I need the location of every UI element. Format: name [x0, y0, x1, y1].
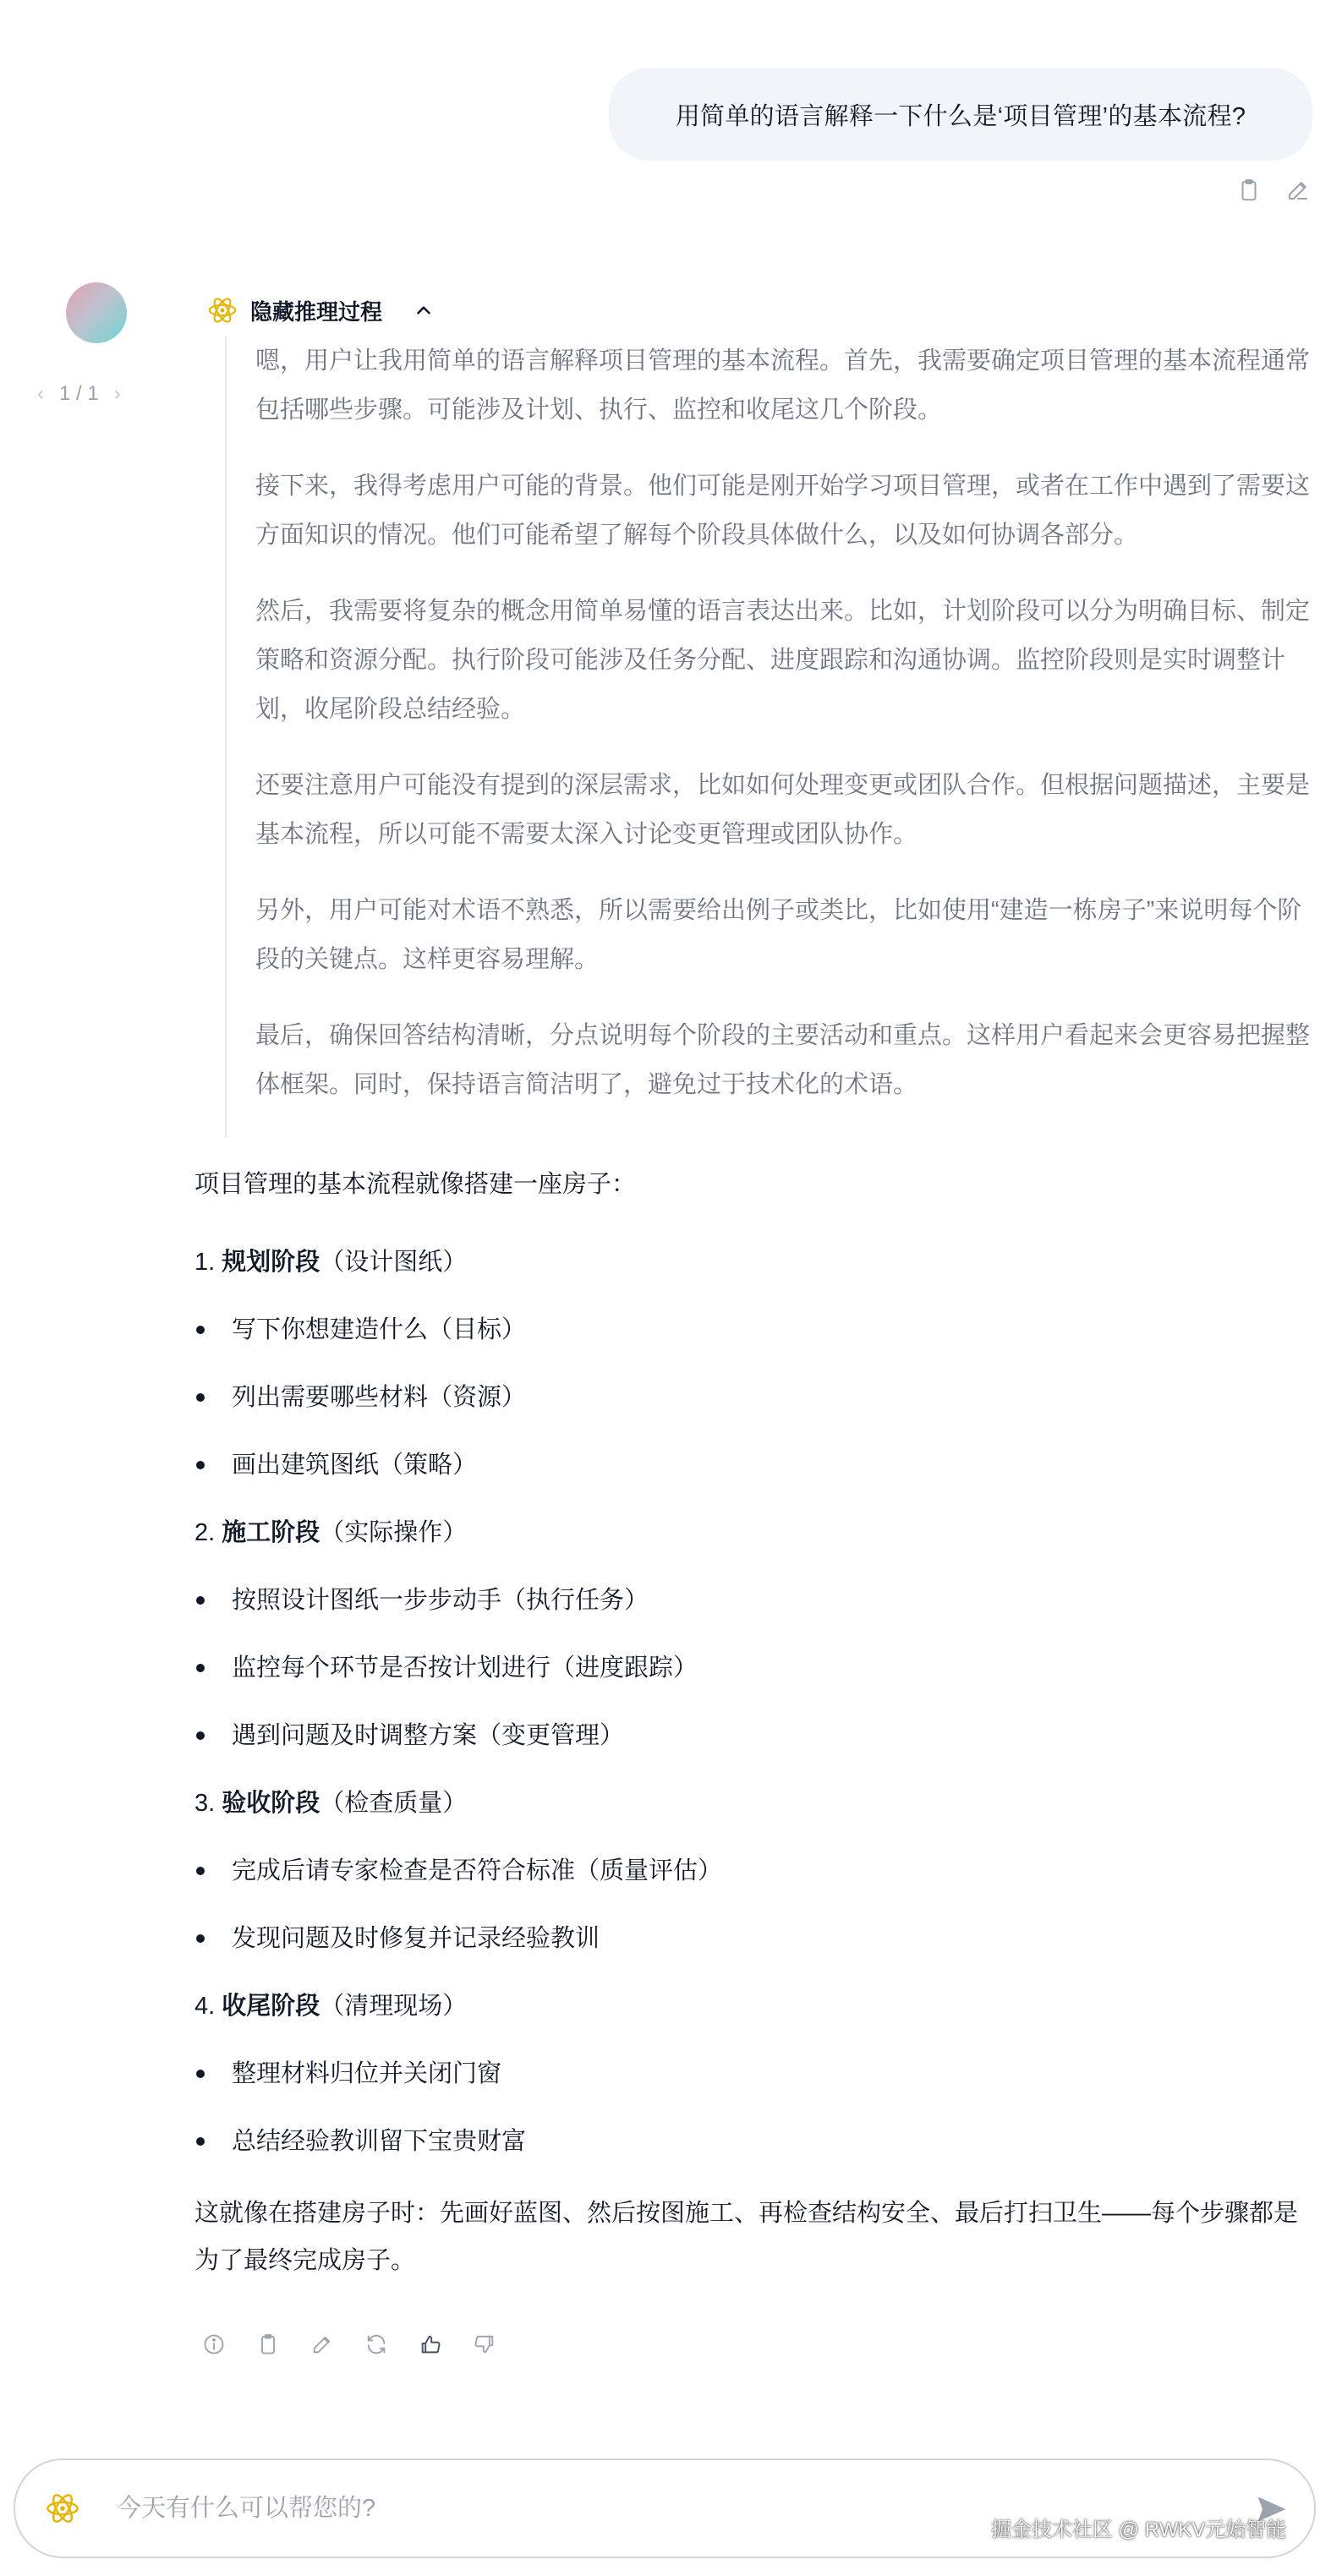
assistant-avatar: [66, 282, 127, 343]
section-note: （清理现场）: [320, 1993, 468, 2020]
edit-icon[interactable]: [1284, 176, 1312, 205]
reasoning-paragraph: 最后，确保回答结构清晰，分点说明每个阶段的主要活动和重点。这样用户看起来会更容易把握整体框架。同时，保持语言简洁明了，避免过于技术化的术语。: [255, 1022, 1311, 1098]
clipboard-icon[interactable]: [1235, 176, 1263, 205]
reasoning-paragraph: 另外，用户可能对术语不熟悉，所以需要给出例子或类比，比如使用“建造一栋房子”来说明每个阶段的关键点。这样更容易理解。: [255, 897, 1302, 973]
info-icon[interactable]: [200, 2330, 228, 2359]
user-message-actions: [1235, 176, 1312, 205]
edit-icon[interactable]: [308, 2330, 337, 2359]
thumbs-down-icon[interactable]: [470, 2330, 499, 2359]
atom-icon: [206, 294, 238, 326]
reasoning-toggle[interactable]: [206, 294, 435, 326]
reasoning-content: [225, 336, 1312, 1138]
user-message-bubble: [609, 68, 1312, 161]
section-heading: [194, 1987, 467, 2021]
section-heading: [194, 1243, 467, 1277]
thumbs-up-icon[interactable]: [416, 2330, 445, 2359]
answer-intro: 项目管理的基本流程就像搭建一座房子：: [194, 1171, 637, 1198]
section-title: 验收阶段: [222, 1790, 320, 1817]
watermark: 掘金技术社区 @ RWKV元始智能: [991, 2519, 1287, 2541]
reasoning-paragraph: 接下来，我得考虑用户可能的背景。他们可能是刚开始学习项目管理，或者在工作中遇到了需要这方面知识的情况。他们可能希望了解每个阶段具体做什么，以及如何协调各部分。: [255, 473, 1311, 549]
pager-count: 1 / 1: [59, 382, 99, 405]
chevron-up-icon[interactable]: [394, 299, 435, 321]
section-number: 3.: [194, 1790, 216, 1817]
section-number: 2.: [194, 1519, 216, 1546]
atom-icon: [44, 2490, 81, 2527]
section-note: （设计图纸）: [320, 1249, 468, 1276]
clipboard-icon[interactable]: [254, 2330, 282, 2359]
chevron-left-icon[interactable]: ‹: [37, 382, 44, 405]
answer-actions: [200, 2330, 499, 2359]
section-title: 施工阶段: [222, 1519, 320, 1546]
section-note: （实际操作）: [320, 1519, 468, 1546]
refresh-icon[interactable]: [362, 2330, 391, 2359]
chevron-right-icon[interactable]: ›: [113, 382, 121, 405]
reasoning-paragraph: 还要注意用户可能没有提到的深层需求，比如如何处理变更或团队合作。但根据问题描述，主要是基本流程，所以可能不需要太深入讨论变更管理或团队协作。: [255, 772, 1311, 848]
section-heading: [194, 1513, 467, 1548]
section-number: 4.: [194, 1993, 216, 2020]
response-pager: [37, 382, 121, 406]
reasoning-paragraph: 嗯，用户让我用简单的语言解释项目管理的基本流程。首先，我需要确定项目管理的基本流程通常包括哪些步骤。可能涉及计划、执行、监控和收尾这几个阶段。: [255, 347, 1311, 424]
user-message-text: 用简单的语言解释一下什么是‘项目管理’的基本流程?: [675, 102, 1246, 130]
reasoning-paragraph: 然后，我需要将复杂的概念用简单易懂的语言表达出来。比如，计划阶段可以分为明确目标、制定策略和资源分配。执行阶段可能涉及任务分配、进度跟踪和沟通协调。监控阶段则是实时调整计划，收尾阶段总结经验。: [255, 598, 1311, 723]
chat-input-bar: [14, 2458, 1316, 2558]
section-heading: [194, 1784, 467, 1819]
section-number: 1.: [194, 1249, 216, 1276]
reasoning-toggle-label: 隐藏推理过程: [250, 298, 383, 325]
answer-closing: 这就像在搭建房子时：先画好蓝图、然后按图施工、再检查结构安全、最后打扫卫生——每个步骤都是为了最终完成房子。: [194, 2200, 1299, 2274]
section-title: 规划阶段: [222, 1249, 320, 1276]
section-title: 收尾阶段: [222, 1993, 320, 2020]
section-note: （检查质量）: [320, 1790, 468, 1817]
